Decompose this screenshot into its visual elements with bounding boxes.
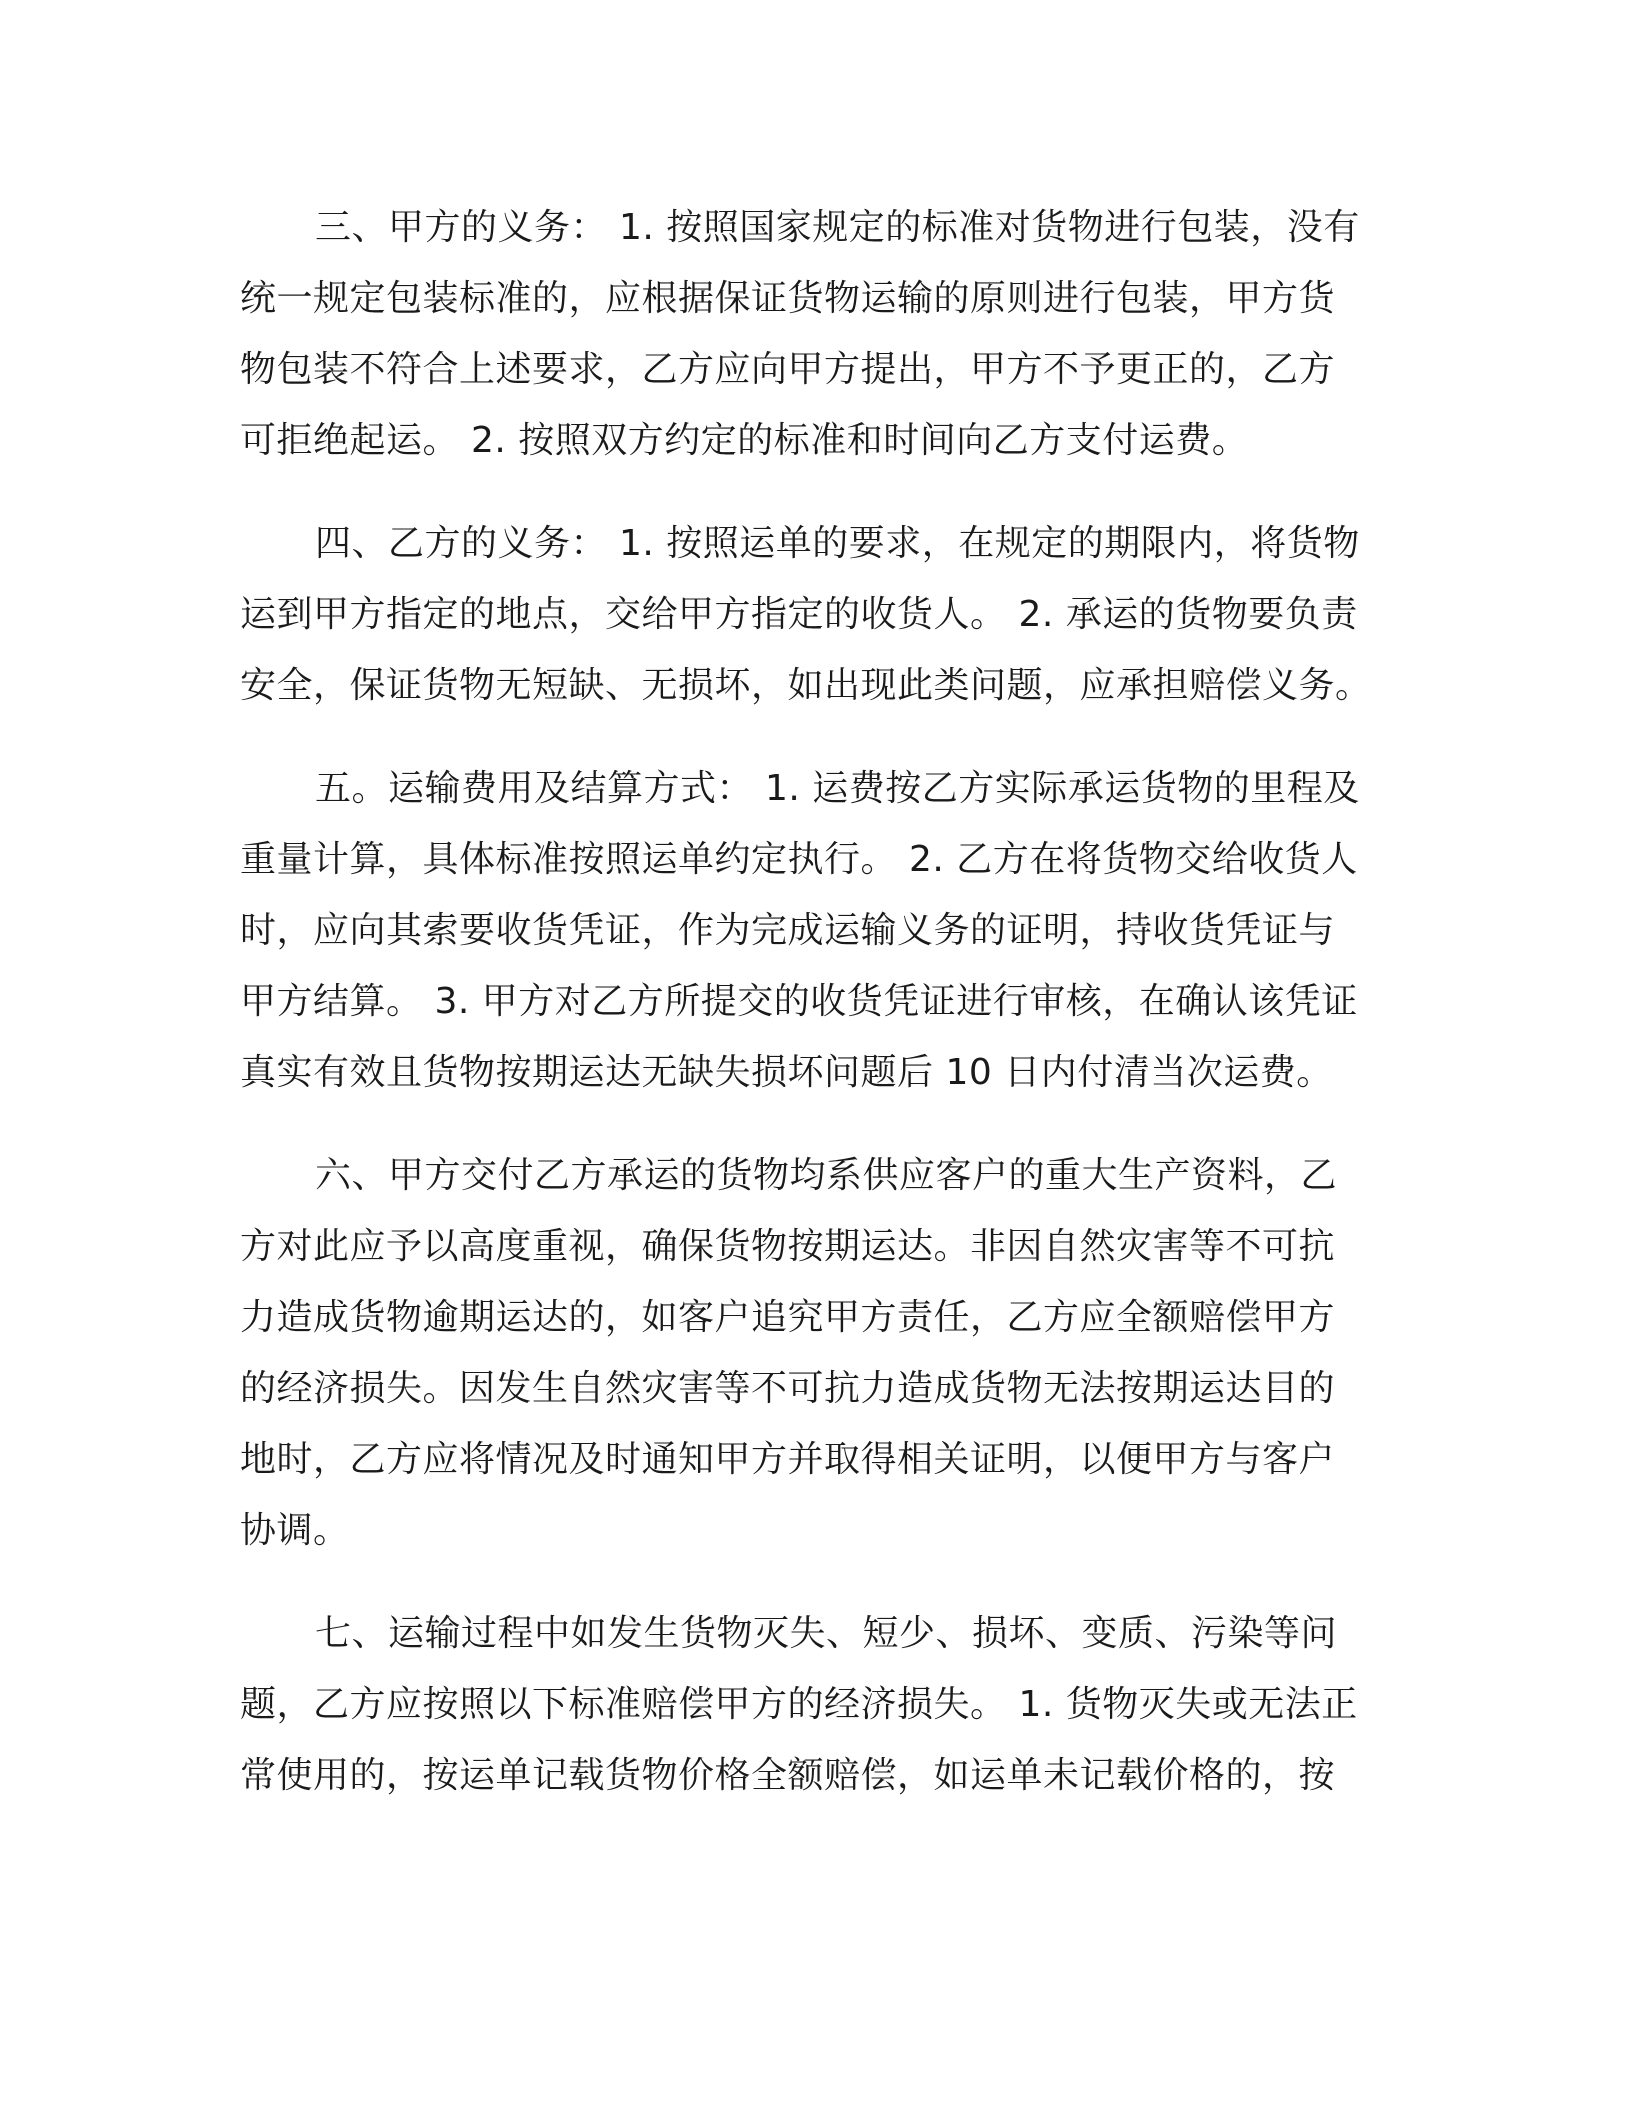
text-line: 运到甲方指定的地点，交给甲方指定的收货人。 2. 承运的货物要负责 (240, 594, 1358, 635)
text-line: 方对此应予以高度重视，确保货物按期运达。非因自然灾害等不可抗 (240, 1226, 1336, 1267)
paragraph-section-3 (240, 192, 1368, 476)
text-line: 重量计算，具体标准按照运单约定执行。 2. 乙方在将货物交给收货人 (240, 839, 1358, 880)
text-line: 统一规定包装标准的，应根据保证货物运输的原则进行包装，甲方货 (240, 278, 1336, 319)
paragraph-section-5 (240, 753, 1368, 1108)
text-line: 四、乙方的义务： 1. 按照运单的要求，在规定的期限内，将货物 (315, 523, 1360, 564)
text-line: 题，乙方应按照以下标准赔偿甲方的经济损失。 1. 货物灭失或无法正 (240, 1684, 1358, 1725)
text-line: 甲方结算。 3. 甲方对乙方所提交的收货凭证进行审核，在确认该凭证 (240, 981, 1358, 1022)
text-line: 可拒绝起运。 2. 按照双方约定的标准和时间向乙方支付运费。 (240, 420, 1249, 461)
text-line: 常使用的，按运单记载货物价格全额赔偿，如运单未记载价格的，按 (240, 1755, 1336, 1796)
text-line: 三、甲方的义务： 1. 按照国家规定的标准对货物进行包装，没有 (315, 207, 1360, 248)
text-line: 地时，乙方应将情况及时通知甲方并取得相关证明，以便甲方与客户 (240, 1439, 1336, 1480)
text-line: 七、运输过程中如发生货物灭失、短少、损坏、变质、污染等问 (315, 1613, 1338, 1654)
paragraph-section-7 (240, 1598, 1368, 1811)
document-body (240, 192, 1372, 1843)
text-line: 五。运输费用及结算方式： 1. 运费按乙方实际承运货物的里程及 (315, 768, 1360, 809)
text-line: 安全，保证货物无短缺、无损坏，如出现此类问题，应承担赔偿义务。 (240, 665, 1372, 706)
text-line: 物包装不符合上述要求，乙方应向甲方提出，甲方不予更正的，乙方 (240, 349, 1336, 390)
text-line: 协调。 (240, 1510, 350, 1551)
paragraph-section-6 (240, 1140, 1368, 1566)
text-line: 时，应向其索要收货凭证，作为完成运输义务的证明，持收货凭证与 (240, 910, 1336, 951)
paragraph-section-4 (240, 508, 1372, 721)
text-line: 六、甲方交付乙方承运的货物均系供应客户的重大生产资料，乙 (315, 1155, 1338, 1196)
text-line: 真实有效且货物按期运达无缺失损坏问题后 10 日内付清当次运费。 (240, 1052, 1333, 1093)
text-line: 力造成货物逾期运达的，如客户追究甲方责任，乙方应全额赔偿甲方 (240, 1297, 1336, 1338)
text-line: 的经济损失。因发生自然灾害等不可抗力造成货物无法按期运达目的 (240, 1368, 1336, 1409)
